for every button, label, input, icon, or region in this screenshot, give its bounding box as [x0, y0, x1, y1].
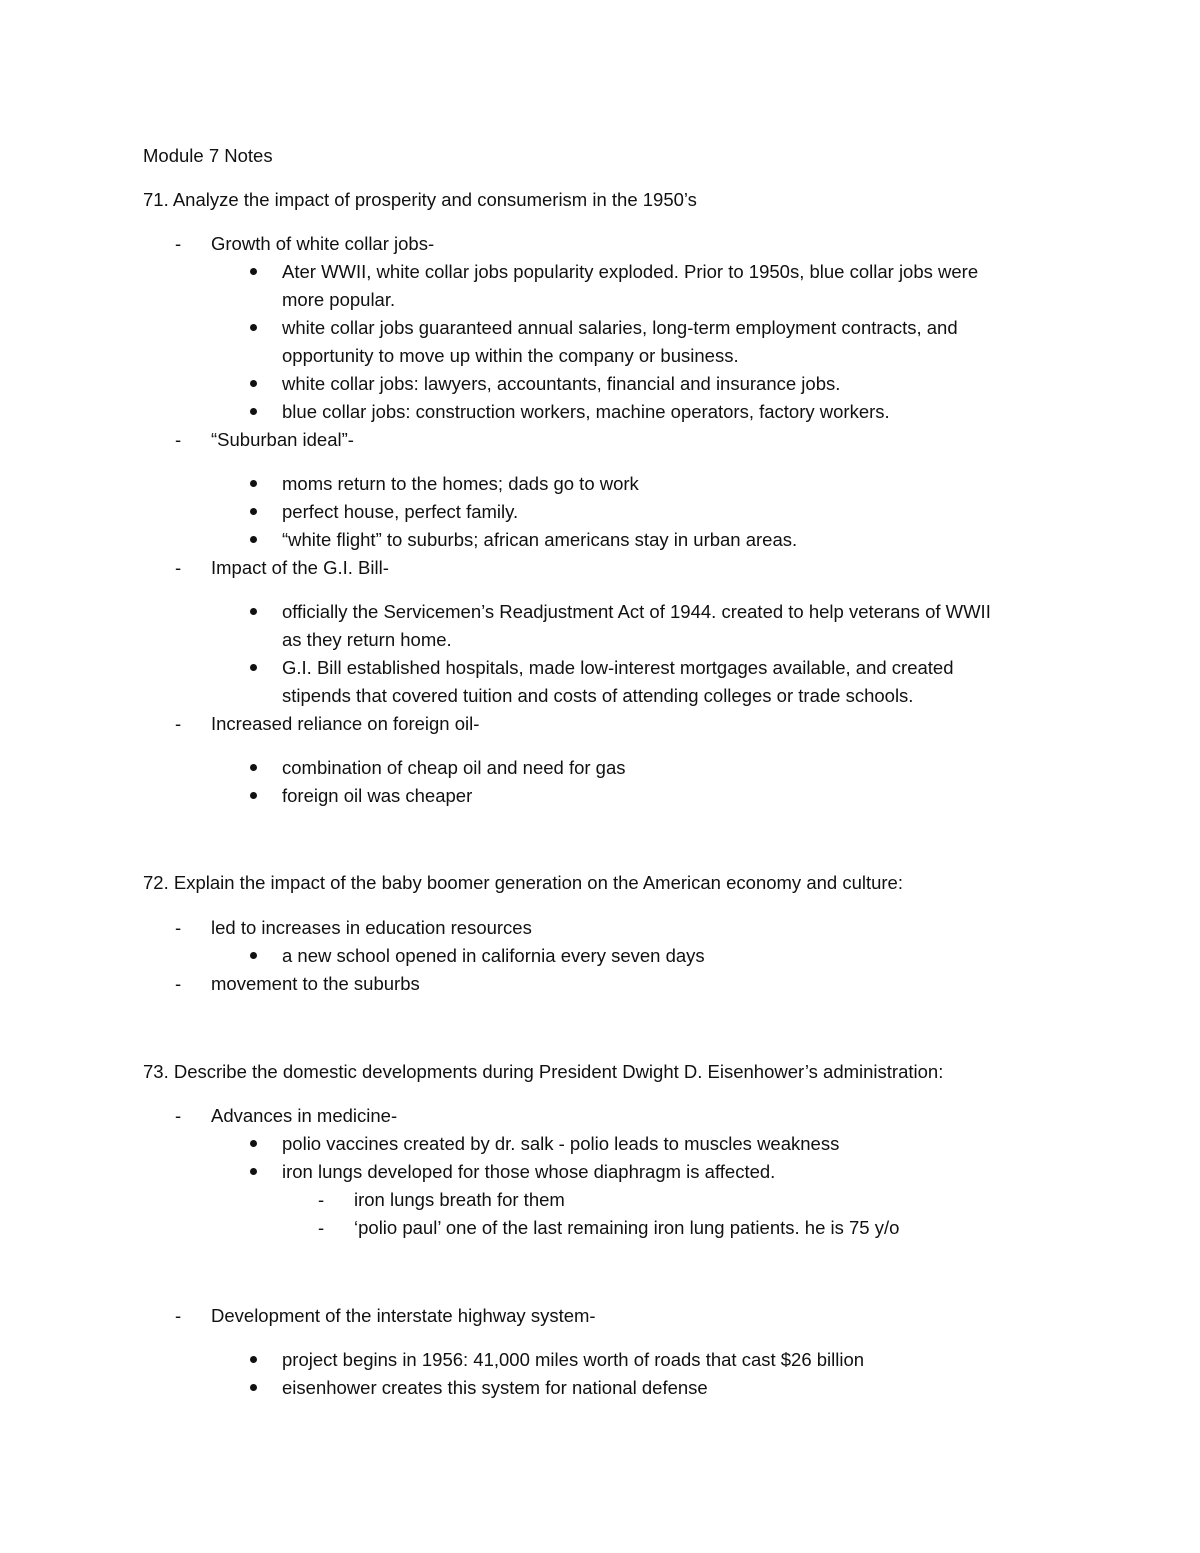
- bullet-dot: [250, 1384, 257, 1391]
- dash-marker: -: [175, 973, 182, 994]
- dash-marker: -: [175, 233, 182, 254]
- bullet-text: iron lungs developed for those whose diaphragm is affected.: [282, 1161, 776, 1182]
- bullet-text: moms return to the homes; dads go to work: [282, 473, 639, 494]
- question-72-heading: 72. Explain the impact of the baby boomer generation on the American economy and culture:: [143, 872, 903, 893]
- bullet-dot: [250, 792, 257, 799]
- page-title: Module 7 Notes: [143, 145, 273, 166]
- bullet-dot: [250, 1356, 257, 1363]
- bullet-text: white collar jobs: lawyers, accountants, financial and insurance jobs.: [282, 373, 841, 394]
- bullet-text: combination of cheap oil and need for gas: [282, 757, 626, 778]
- bullet-text-continued: as they return home.: [282, 629, 452, 650]
- bullet-text: Ater WWII, white collar jobs popularity exploded. Prior to 1950s, blue collar jobs were: [282, 261, 979, 282]
- dash-marker: -: [175, 429, 182, 450]
- bullet-text: a new school opened in california every seven days: [282, 945, 705, 966]
- bullet-text: perfect house, perfect family.: [282, 501, 519, 522]
- bullet-text: foreign oil was cheaper: [282, 785, 473, 806]
- bullet-text-continued: opportunity to move up within the company or business.: [282, 345, 739, 366]
- bullet-dot: [250, 324, 257, 331]
- bullet-dot: [250, 268, 257, 275]
- bullet-dot: [250, 508, 257, 515]
- bullet-dot: [250, 664, 257, 671]
- bullet-text-continued: more popular.: [282, 289, 396, 310]
- dash-marker: -: [175, 1305, 182, 1326]
- bullet-text: blue collar jobs: construction workers, machine operators, factory workers.: [282, 401, 890, 422]
- dash-marker: -: [318, 1217, 325, 1238]
- topic-foreign-oil: Increased reliance on foreign oil-: [211, 713, 480, 734]
- bullet-dot: [250, 952, 257, 959]
- topic-white-collar-jobs: Growth of white collar jobs-: [211, 233, 435, 254]
- topic-medicine: Advances in medicine-: [211, 1105, 398, 1126]
- bullet-text: project begins in 1956: 41,000 miles worth of roads that cast $26 billion: [282, 1349, 865, 1370]
- topic-education-resources: led to increases in education resources: [211, 917, 532, 938]
- bullet-text: “white flight” to suburbs; african americans stay in urban areas.: [282, 529, 798, 550]
- bullet-dot: [250, 380, 257, 387]
- dash-marker: -: [175, 557, 182, 578]
- bullet-dot: [250, 536, 257, 543]
- topic-suburban-ideal: “Suburban ideal”-: [211, 429, 354, 450]
- bullet-text: white collar jobs guaranteed annual salaries, long-term employment contracts, and: [282, 317, 958, 338]
- dash-marker: -: [318, 1189, 325, 1210]
- topic-suburbs-movement: movement to the suburbs: [211, 973, 420, 994]
- question-71-heading: 71. Analyze the impact of prosperity and consumerism in the 1950’s: [143, 189, 697, 210]
- dash-marker: -: [175, 1105, 182, 1126]
- bullet-dot: [250, 608, 257, 615]
- dash-marker: -: [175, 917, 182, 938]
- bullet-text: eisenhower creates this system for national defense: [282, 1377, 708, 1398]
- topic-gi-bill: Impact of the G.I. Bill-: [211, 557, 389, 578]
- bullet-dot: [250, 408, 257, 415]
- bullet-text: polio vaccines created by dr. salk - polio leads to muscles weakness: [282, 1133, 840, 1154]
- bullet-dot: [250, 1168, 257, 1175]
- sub-item-text: iron lungs breath for them: [354, 1189, 565, 1210]
- bullet-dot: [250, 1140, 257, 1147]
- topic-interstate-highway: Development of the interstate highway system-: [211, 1305, 596, 1326]
- bullet-text: officially the Servicemen’s Readjustment Act of 1944. created to help veterans of WWII: [282, 601, 991, 622]
- bullet-text-continued: stipends that covered tuition and costs of attending colleges or trade schools.: [282, 685, 914, 706]
- bullet-text: G.I. Bill established hospitals, made low-interest mortgages available, and created: [282, 657, 954, 678]
- sub-item-text: ‘polio paul’ one of the last remaining iron lung patients. he is 75 y/o: [354, 1217, 900, 1238]
- dash-marker: -: [175, 713, 182, 734]
- question-73-heading: 73. Describe the domestic developments during President Dwight D. Eisenhower’s administration:: [143, 1061, 944, 1082]
- bullet-dot: [250, 764, 257, 771]
- bullet-dot: [250, 480, 257, 487]
